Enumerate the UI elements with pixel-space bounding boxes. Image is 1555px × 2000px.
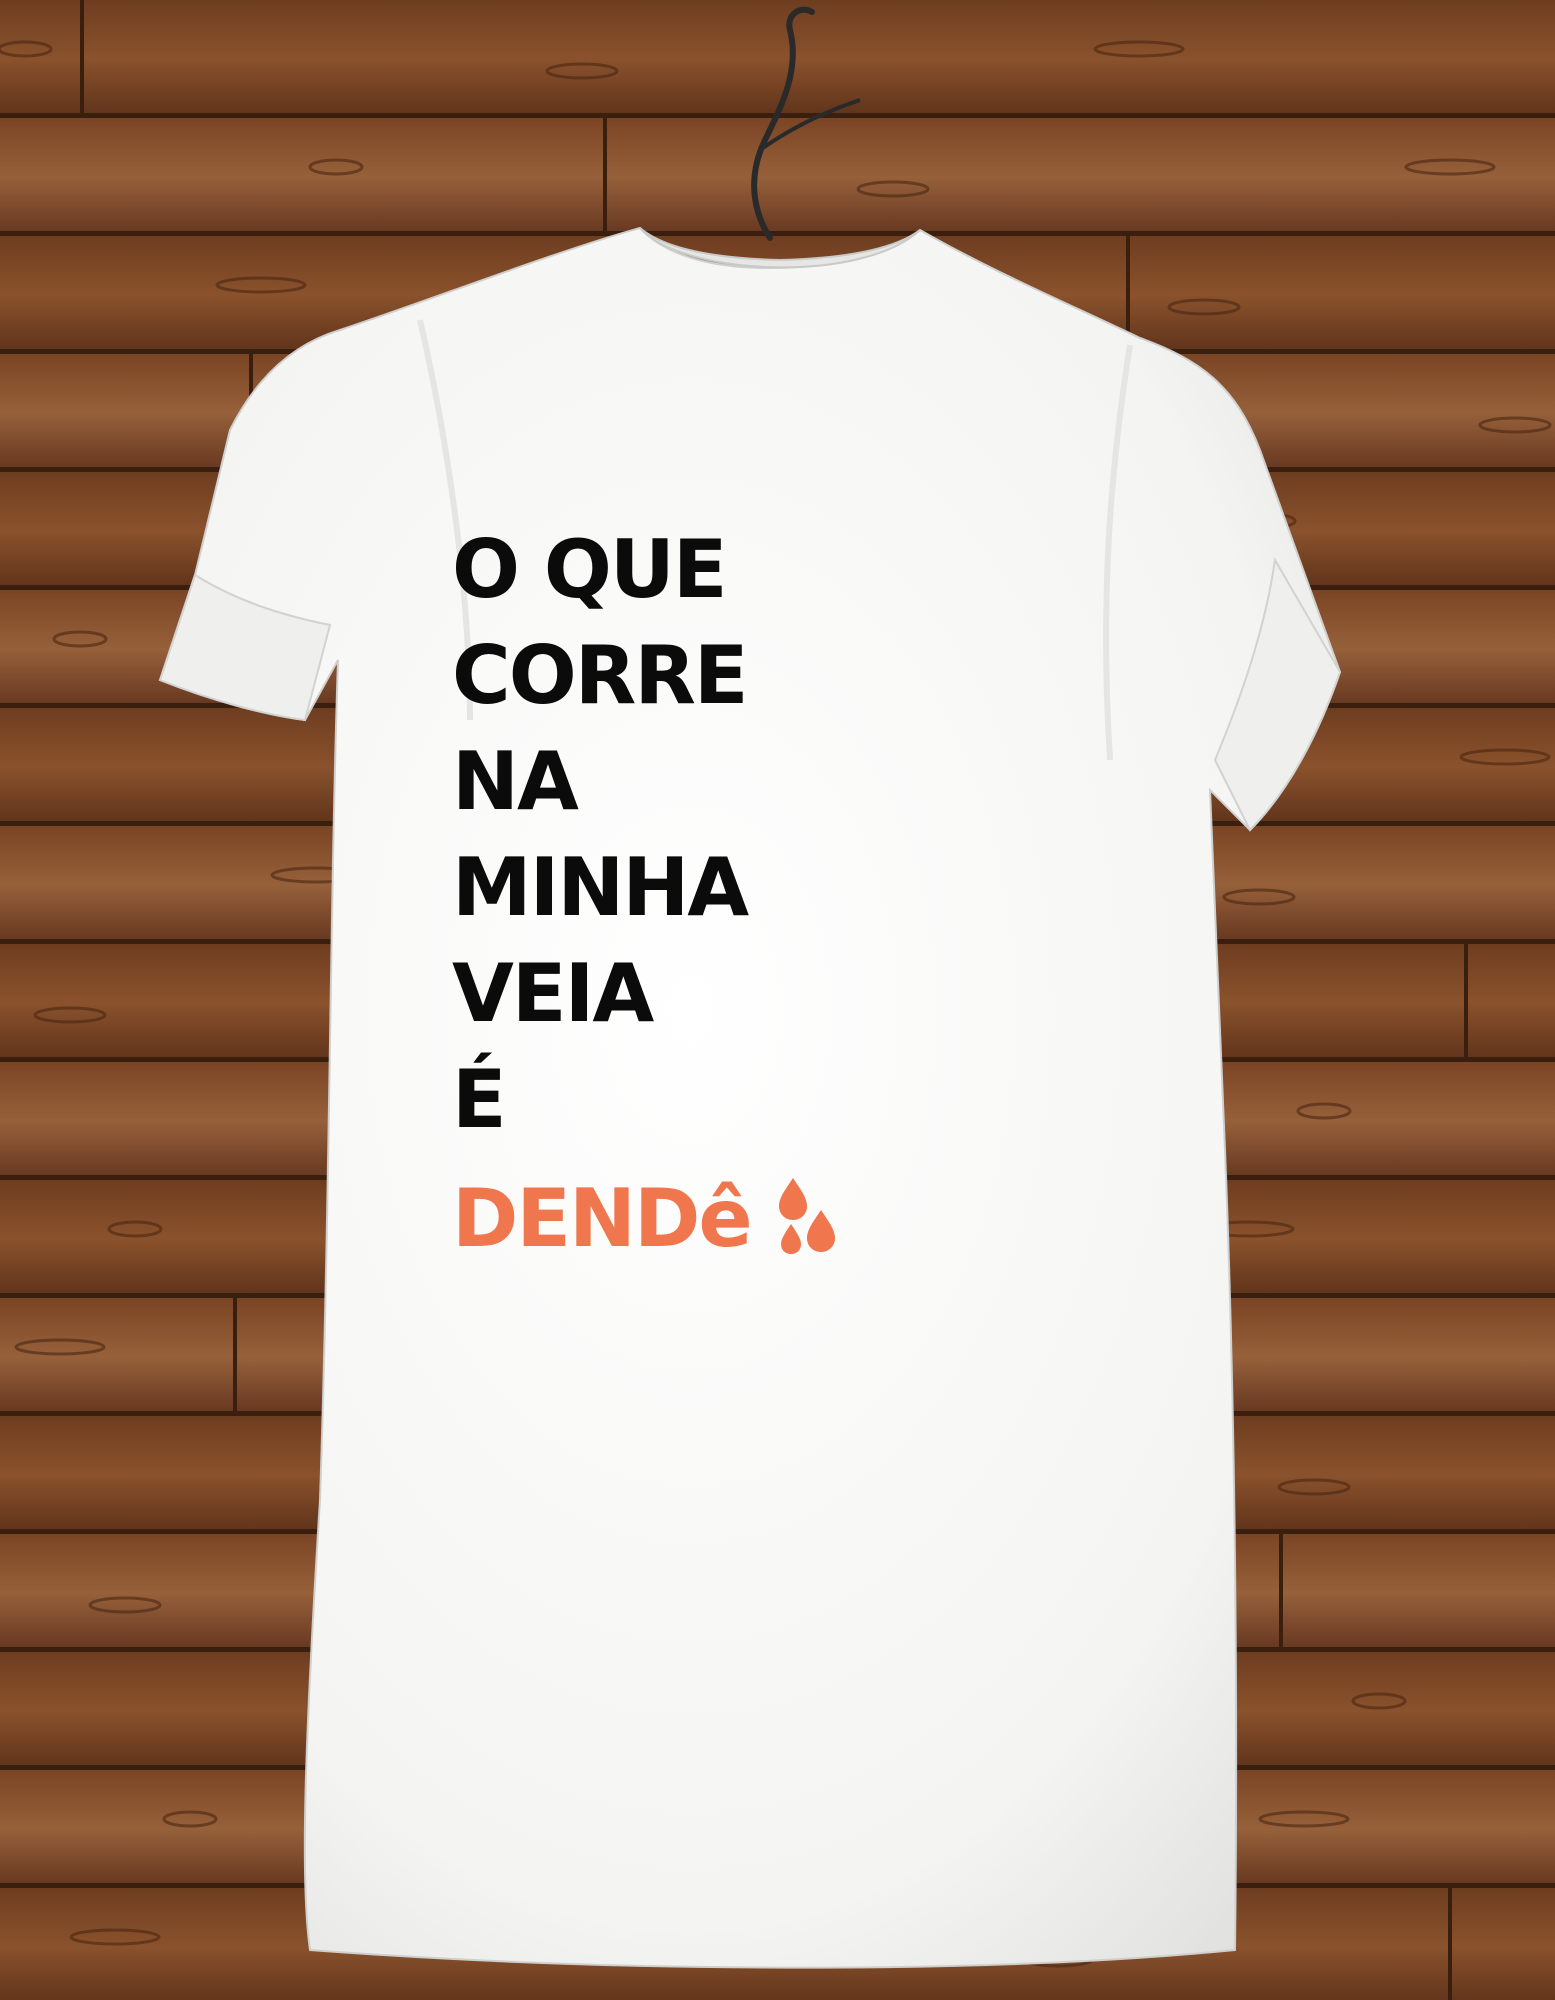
print-line-6: É xyxy=(452,1053,505,1146)
hanger-icon xyxy=(754,10,860,238)
print-line-1: O QUE xyxy=(452,523,726,616)
print-line-4: MINHA xyxy=(452,841,748,934)
print-line-5: VEIA xyxy=(452,947,653,1040)
dende-word: DENDê xyxy=(452,1172,751,1265)
print-line-2: CORRE xyxy=(452,629,747,722)
shirt-print-text xyxy=(452,523,872,1272)
oil-drops-icon xyxy=(771,1176,841,1262)
print-line-3: NA xyxy=(452,735,577,828)
print-line-7 xyxy=(452,1166,872,1272)
